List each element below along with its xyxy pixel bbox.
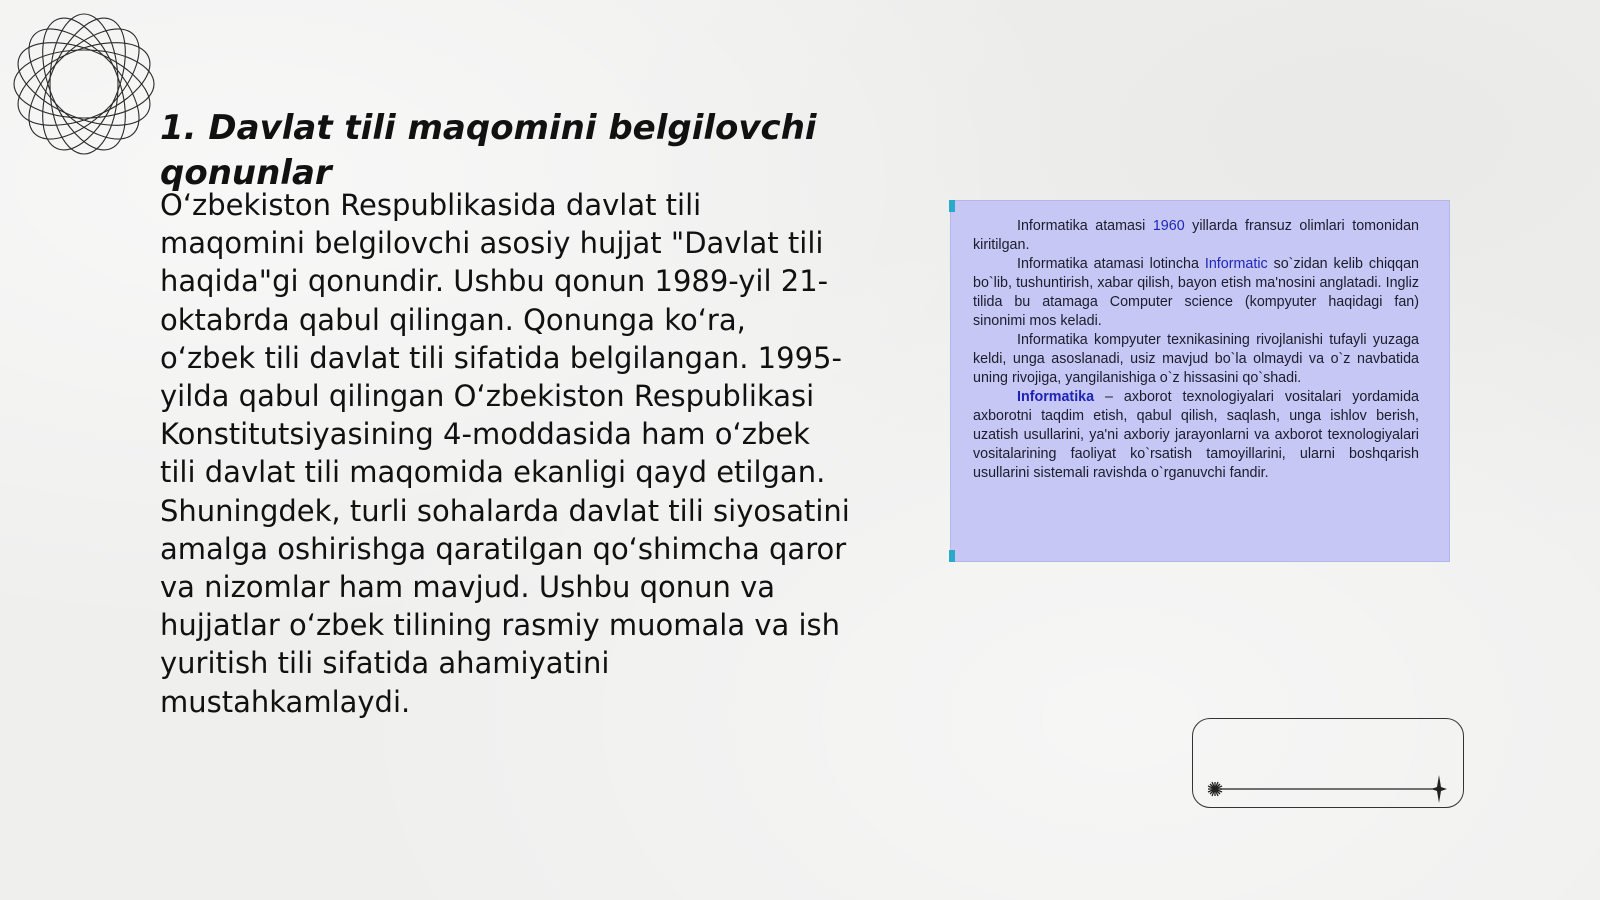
excerpt-paragraph-1: Informatika atamasi 1960 yillarda fransuz olimlari tomonidan kiritilgan.	[973, 218, 1419, 253]
timeline-line	[1193, 719, 1465, 809]
four-point-star-icon	[1431, 775, 1447, 803]
highlight-year: 1960	[1152, 218, 1185, 234]
highlight-word: Informatic	[1204, 256, 1268, 272]
excerpt-paragraph-2: Informatika atamasi lotincha Informatic so`zidan kelib chiqqan bo`lib, tushuntirish, xabar qilish, bayon etish ma'nosini anglatadi. Ingliz tilida bu atamaga Computer science (kompyuter haqidagi fan) sinonimi mos keladi.	[973, 256, 1419, 329]
corner-mark	[949, 200, 955, 212]
textbook-excerpt-image	[950, 200, 1450, 562]
definition-term: Informatika	[1017, 389, 1095, 405]
corner-mark	[949, 550, 955, 562]
excerpt-paragraph-4: Informatika – axborot texnologiyalari vositalari yordamida axborotni taqdim etish, qabul qilish, saqlash, unga ishlov berish, uzatish usullarini, ya'ni axboriy jarayonlarni va axborot texnologiyalari vositalarining faoliyat ko`rsatish tamoyillarini, ularni boshqarish usullarini sistemali ravishda o`rganuvchi fandir.	[973, 389, 1419, 481]
spirograph-circle-icon	[10, 10, 158, 158]
decorative-timeline-frame	[1192, 718, 1464, 808]
sparkle-star-icon	[1208, 782, 1222, 796]
excerpt-paragraph-3: Informatika kompyuter texnikasining rivojlanishi tufayli yuzaga keldi, unga asoslanadi, usiz mavjud bo`la olmaydi va o`z navbatida uning rivojiga, yangilanishiga o`z hissasini qo`shadi.	[973, 332, 1419, 386]
slide-body-text: O‘zbekiston Respublikasida davlat tili maqomini belgilovchi asosiy hujjat "Davlat tili haqida"gi qonundir. Ushbu qonun 1989-yil 21-oktabrda qabul qilingan. Qonunga ko‘ra, o‘zbek tili davlat tili sifatida belgilangan. 1995-yilda qabul qilingan O‘zbekiston Respublikasi Konstitutsiyasining 4-moddasida ham o‘zbek tili davlat tili maqomida ekanligi qayd etilgan. Shuningdek, turli sohalarda davlat tili siyosatini amalga oshirishga qaratilgan qo‘shimcha qaror va nizomlar ham mavjud. Ushbu qonun va hujjatlar o‘zbek tilining rasmiy muomala va ish yuritish tili sifatida ahamiyatini mustahkamlaydi.	[160, 188, 850, 719]
slide-title: 1. Davlat tili maqomini belgilovchi qonunlar	[160, 108, 817, 193]
